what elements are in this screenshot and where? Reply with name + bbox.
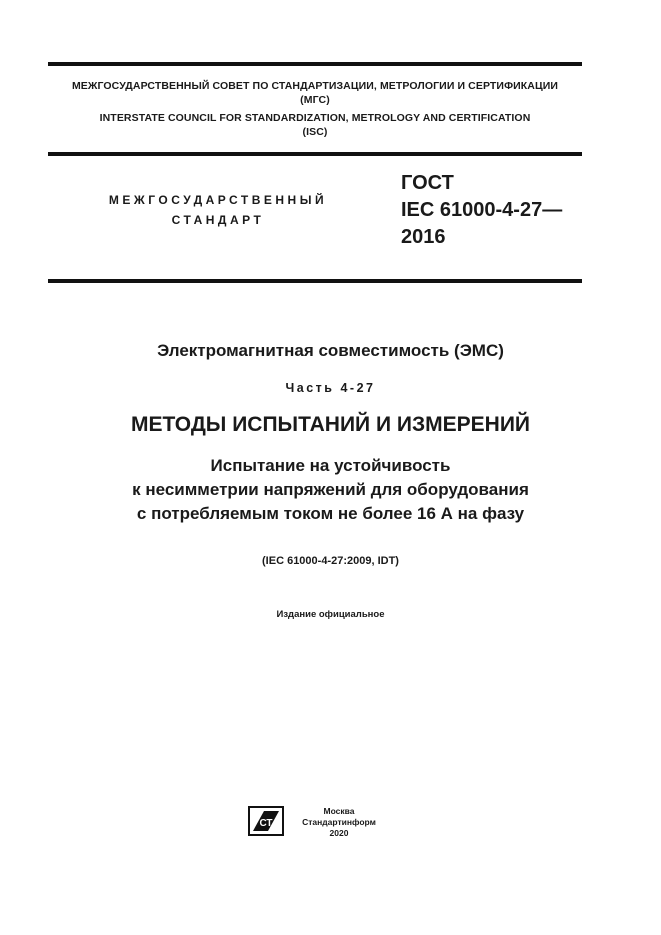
publisher-name: Стандартинформ [302, 817, 376, 827]
standard-type-line1: МЕЖГОСУДАРСТВЕННЫЙ [108, 193, 328, 207]
gost-year: 2016 [401, 226, 446, 248]
council-ru-line2: (МГС) [300, 94, 330, 106]
designation-rule [48, 279, 582, 283]
publisher-block [293, 806, 385, 839]
main-title: Электромагнитная совместимость (ЭМС) [157, 341, 504, 360]
subtitle-line2: к несимметрии напряжений для оборудования [132, 480, 529, 499]
svg-text:СТ: СТ [259, 818, 273, 829]
standartinform-logo [248, 806, 284, 836]
subtitle-line1: Испытание на устойчивость [210, 456, 451, 475]
part-number: Часть 4-27 [285, 381, 376, 395]
subtitle-line3: с потребляемым током не более 16 А на фазу [136, 504, 525, 523]
section-title: МЕТОДЫ ИСПЫТАНИЙ И ИЗМЕРЕНИЙ [130, 413, 531, 436]
council-ru-line1: МЕЖГОСУДАРСТВЕННЫЙ СОВЕТ ПО СТАНДАРТИЗАЦИИ, МЕТРОЛОГИИ И СЕРТИФИКАЦИИ [71, 80, 559, 92]
publisher-year: 2020 [329, 828, 349, 838]
header-rule [48, 152, 582, 156]
gost-designation [401, 170, 562, 251]
publisher-city: Москва [323, 806, 355, 816]
standard-type-line2: СТАНДАРТ [171, 213, 265, 227]
gost-label: ГОСТ [401, 172, 454, 194]
council-en-line2: (ISC) [302, 126, 328, 138]
gost-number: IEC 61000-4-27— [401, 199, 563, 221]
council-en-line1: INTERSTATE COUNCIL FOR STANDARDIZATION, METROLOGY AND CERTIFICATION [99, 112, 531, 124]
top-rule [48, 62, 582, 66]
iec-reference: (IEC 61000-4-27:2009, IDT) [262, 555, 399, 567]
official-edition: Издание официальное [276, 609, 385, 620]
